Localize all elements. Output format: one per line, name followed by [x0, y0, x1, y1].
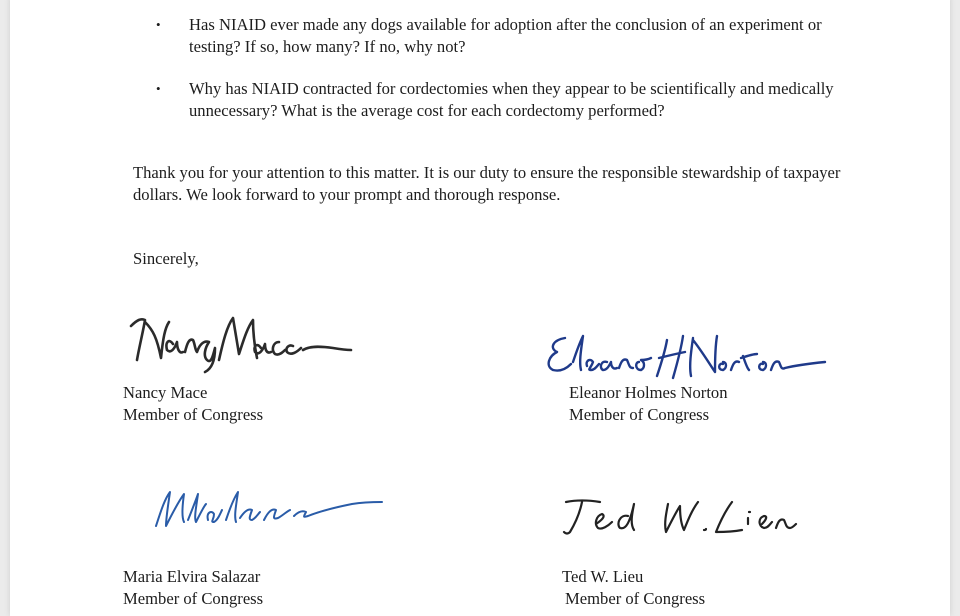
sign-off: Sincerely,: [133, 249, 199, 268]
letter-page: [10, 0, 950, 616]
signer-name: Ted W. Lieu: [562, 567, 644, 586]
question-item: [156, 78, 876, 121]
question-item: [156, 14, 876, 57]
signer-name: Nancy Mace: [123, 383, 208, 402]
question-text: Why has NIAID contracted for cordectomies when they appear to be scientifically and medically unnecessary? What is the average cost for each cordectomy performed?: [189, 79, 834, 120]
signer-title: Member of Congress: [569, 405, 710, 424]
signature-ted-w-lieu: [556, 490, 806, 545]
signature-eleanor-holmes-norton: [543, 326, 833, 386]
signer-title: Member of Congress: [565, 589, 706, 608]
bullet-icon: •: [156, 17, 161, 32]
signature-nancy-mace: [123, 308, 363, 378]
signer-title: Member of Congress: [123, 405, 264, 424]
closing-paragraph: Thank you for your attention to this matter. It is our duty to ensure the responsible stewardship of taxpayer dollars. We look forward to your prompt and thorough response.: [133, 163, 841, 204]
question-list: [156, 14, 876, 142]
signer-name: Maria Elvira Salazar: [123, 567, 261, 586]
signer-title: Member of Congress: [123, 589, 264, 608]
signature-stroke: [156, 492, 382, 526]
signature-stroke: [549, 336, 825, 378]
signature-stroke: [131, 318, 351, 372]
question-text: Has NIAID ever made any dogs available for adoption after the conclusion of an experiment or testing? If so, how many? If no, why not?: [189, 15, 822, 56]
signature-maria-elvira-salazar: [142, 486, 392, 536]
signer-name: Eleanor Holmes Norton: [569, 383, 728, 402]
bullet-icon: •: [156, 81, 161, 96]
signature-stroke: [564, 501, 796, 534]
